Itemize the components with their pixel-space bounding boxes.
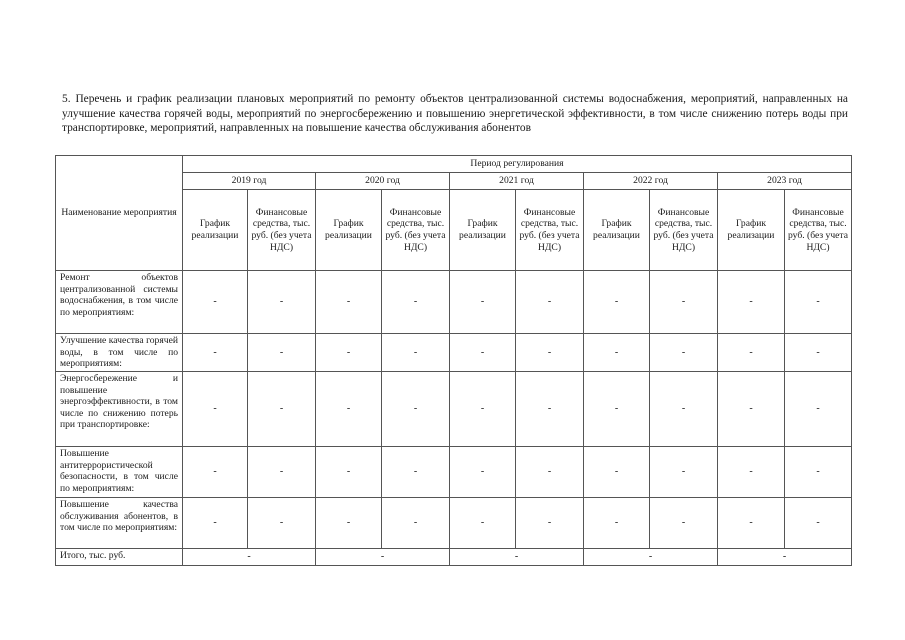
table-cell: - [248, 498, 316, 549]
finance-header: Финансовые средства, тыс. руб. (без учета НДС) [516, 190, 584, 271]
year-header: 2023 год [718, 173, 852, 190]
table-cell: - [450, 271, 516, 334]
year-header: 2022 год [584, 173, 718, 190]
table-cell: - [183, 372, 248, 447]
table-cell: - [450, 372, 516, 447]
table-cell: - [785, 498, 852, 549]
table-cell: - [785, 271, 852, 334]
activity-name: Энергосбережение и повышение энергоэффективности, в том числе по снижению потерь при транспортировке: [56, 372, 183, 447]
finance-header: Финансовые средства, тыс. руб. (без учета НДС) [382, 190, 450, 271]
table-cell: - [382, 271, 450, 334]
table-cell: - [516, 271, 584, 334]
table-cell: - [316, 447, 382, 498]
table-cell: - [248, 447, 316, 498]
table-cell: - [183, 498, 248, 549]
total-cell: - [718, 549, 852, 566]
activity-name: Ремонт объектов централизованной системы водоснабжения, в том числе по мероприятиям: [56, 271, 183, 334]
table-cell: - [450, 334, 516, 372]
table-cell: - [650, 271, 718, 334]
table-row [56, 334, 852, 372]
table-cell: - [183, 447, 248, 498]
table-cell: - [584, 334, 650, 372]
table-cell: - [382, 372, 450, 447]
table-cell: - [316, 334, 382, 372]
table-cell: - [718, 498, 785, 549]
table-cell: - [316, 372, 382, 447]
table-cell: - [382, 334, 450, 372]
table-cell: - [516, 334, 584, 372]
table-cell: - [516, 498, 584, 549]
table-cell: - [718, 372, 785, 447]
activity-name: Повышение качества обслуживания абонентов, в том числе по мероприятиям: [56, 498, 183, 549]
total-cell: - [450, 549, 584, 566]
year-header: 2021 год [450, 173, 584, 190]
table-cell: - [650, 447, 718, 498]
total-cell: - [183, 549, 316, 566]
table-cell: - [183, 271, 248, 334]
table-cell: - [718, 447, 785, 498]
year-header: 2020 год [316, 173, 450, 190]
period-header: Период регулирования [183, 156, 852, 173]
table-cell: - [450, 447, 516, 498]
table-cell: - [248, 372, 316, 447]
table-cell: - [785, 372, 852, 447]
table-cell: - [650, 498, 718, 549]
table-row [56, 372, 852, 447]
header-row-period [56, 156, 852, 173]
finance-header: Финансовые средства, тыс. руб. (без учета НДС) [650, 190, 718, 271]
table-cell: - [516, 447, 584, 498]
total-cell: - [584, 549, 718, 566]
table-row [56, 447, 852, 498]
table-cell: - [450, 498, 516, 549]
total-cell: - [316, 549, 450, 566]
activities-table [55, 155, 852, 566]
table-cell: - [516, 372, 584, 447]
schedule-header: График реализации [718, 190, 785, 271]
table-cell: - [584, 372, 650, 447]
year-header: 2019 год [183, 173, 316, 190]
table-cell: - [584, 271, 650, 334]
table-cell: - [248, 334, 316, 372]
table-cell: - [382, 447, 450, 498]
table-cell: - [785, 334, 852, 372]
table-row [56, 498, 852, 549]
schedule-header: График реализации [183, 190, 248, 271]
table-cell: - [650, 372, 718, 447]
table-row [56, 271, 852, 334]
schedule-header: График реализации [584, 190, 650, 271]
table-cell: - [382, 498, 450, 549]
table-cell: - [718, 271, 785, 334]
total-label: Итого, тыс. руб. [56, 549, 183, 566]
table-cell: - [785, 447, 852, 498]
schedule-header: График реализации [316, 190, 382, 271]
table-cell: - [584, 498, 650, 549]
activity-name: Повышение антитеррористической безопасности, в том числе по мероприятиям: [56, 447, 183, 498]
finance-header: Финансовые средства, тыс. руб. (без учета НДС) [785, 190, 852, 271]
table-cell: - [316, 271, 382, 334]
section-heading: 5. Перечень и график реализации плановых мероприятий по ремонту объектов централизованной системы водоснабжения, мероприятий, направленных на улучшение качества горячей воды, мероприятий по энергосбережению и повышению энергетической эффективности, в том числе снижению потерь воды при транспортировке, мероприятий, направленных на повышение качества обслуживания абонентов [62, 93, 848, 135]
name-header: Наименование мероприятия [56, 156, 183, 271]
finance-header: Финансовые средства, тыс. руб. (без учета НДС) [248, 190, 316, 271]
table-cell: - [718, 334, 785, 372]
table-cell: - [183, 334, 248, 372]
table-cell: - [650, 334, 718, 372]
table-cell: - [316, 498, 382, 549]
schedule-header: График реализации [450, 190, 516, 271]
table-cell: - [248, 271, 316, 334]
total-row [56, 549, 852, 566]
table-cell: - [584, 447, 650, 498]
activity-name: Улучшение качества горячей воды, в том числе по мероприятиям: [56, 334, 183, 372]
